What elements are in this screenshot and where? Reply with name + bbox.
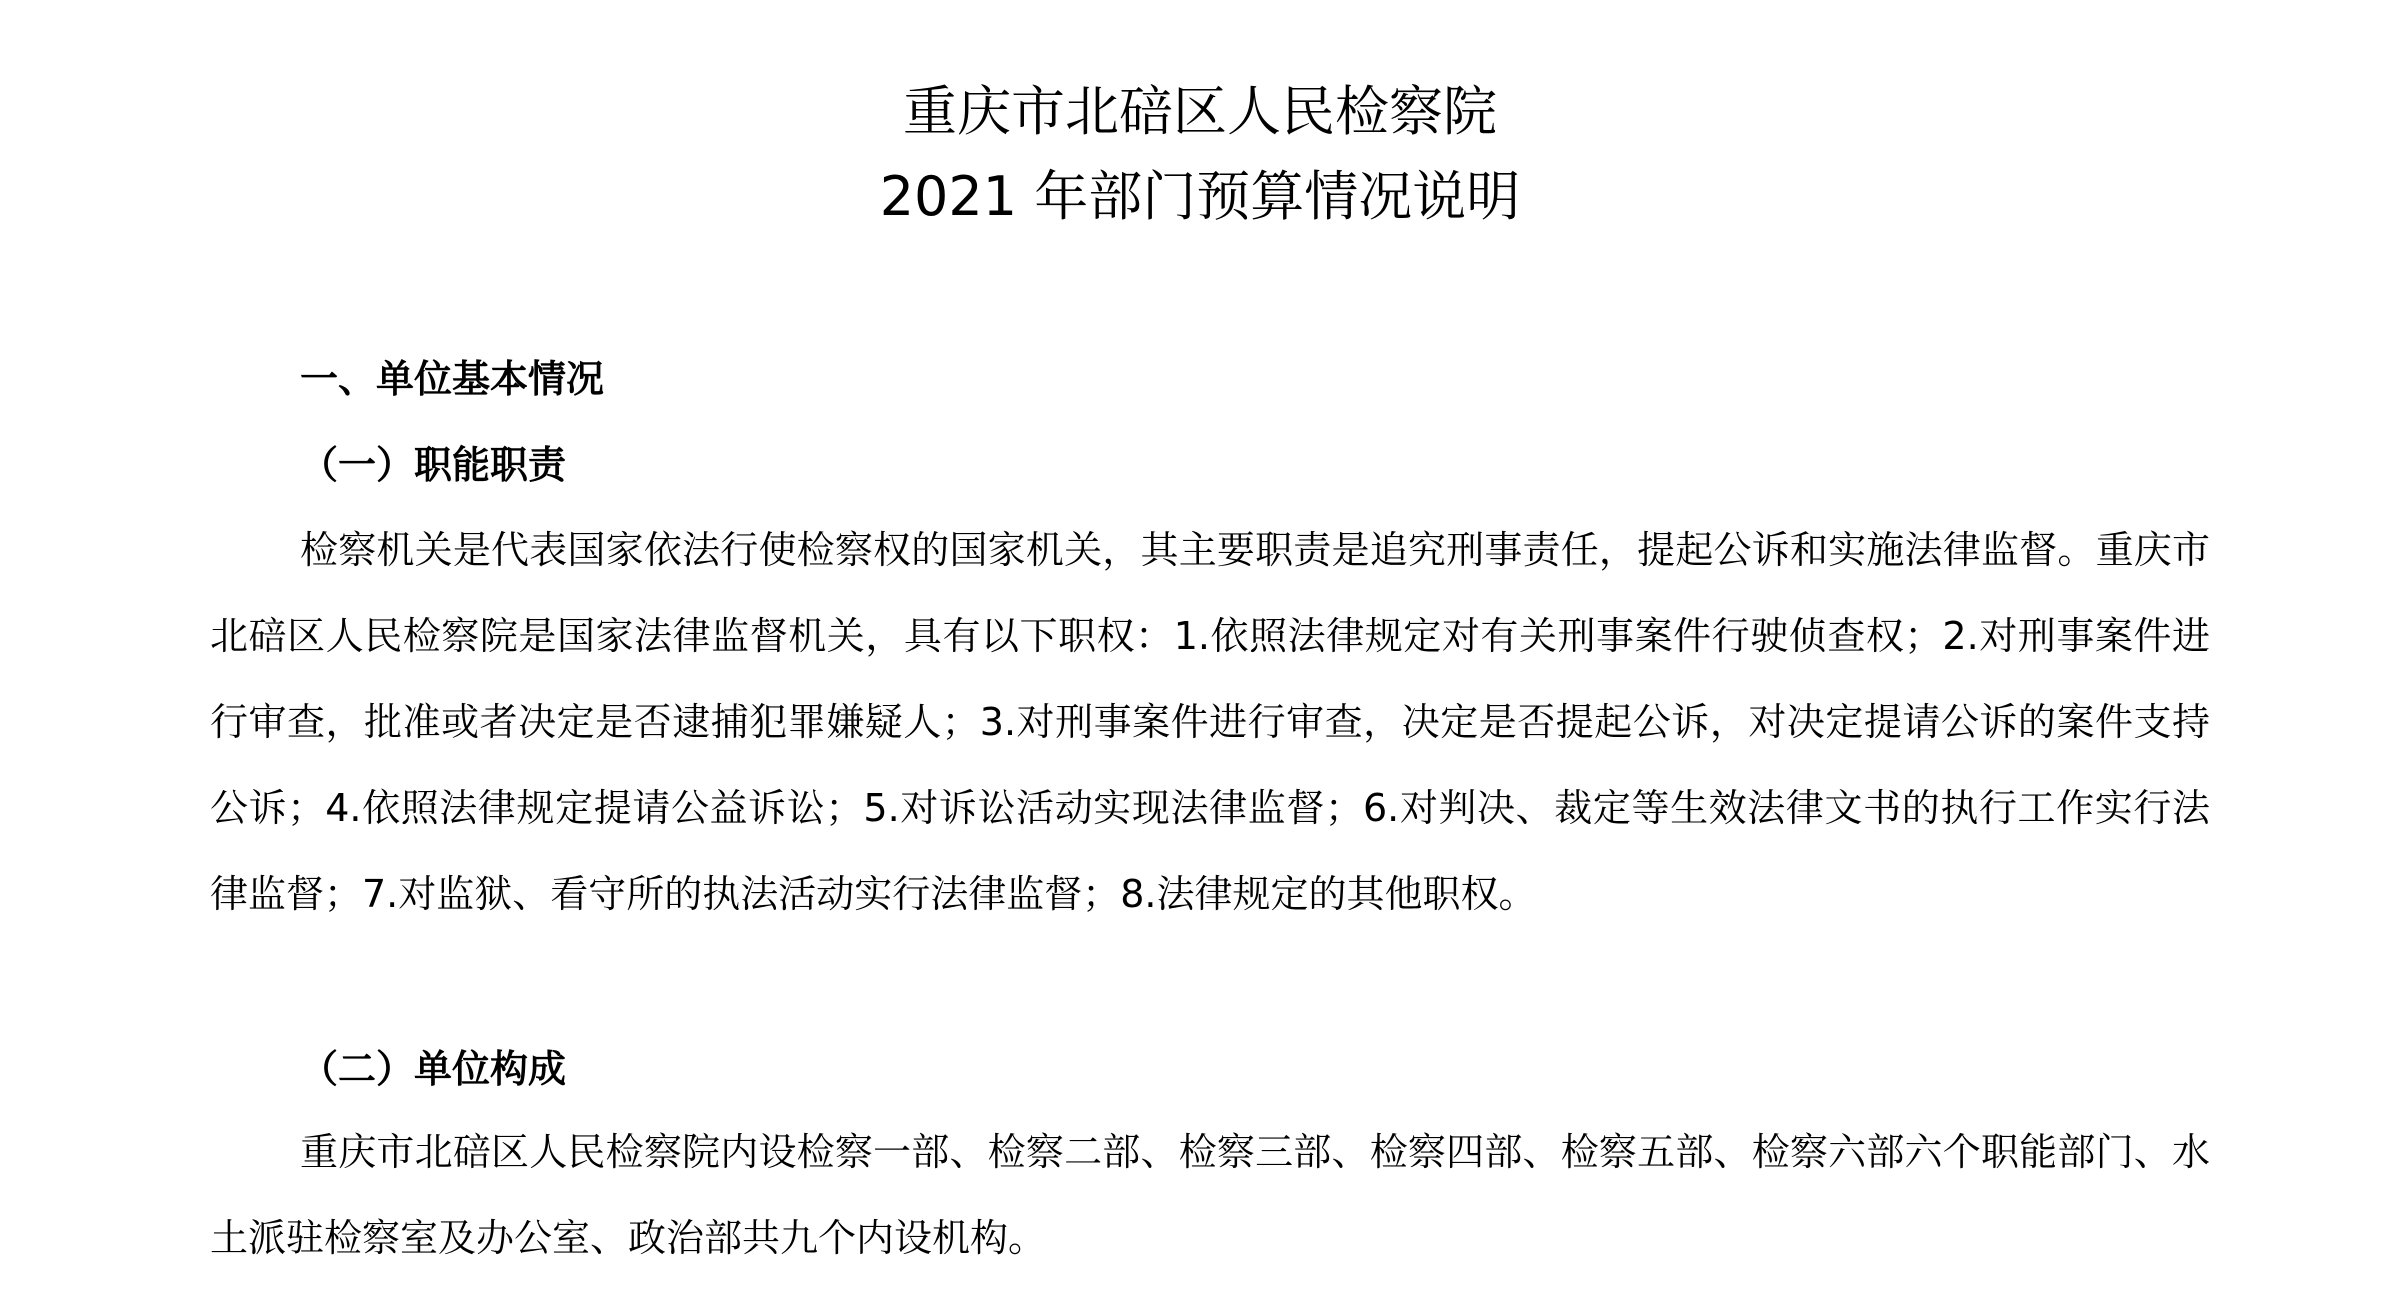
document-title-line1: 重庆市北碚区人民检察院 bbox=[903, 80, 1497, 143]
subsection-heading-structure: （二）单位构成 bbox=[300, 1047, 567, 1091]
paragraph-duties: 检察机关是代表国家依法行使检察权的国家机关，其主要职责是追究刑事责任，提起公诉和实施法律监督。重庆市北碚区人民检察院是国家法律监督机关，具有以下职权：1.依照法律规定对有关刑事案件行驶侦查权；2.对刑事案件进行审查，批准或者决定是否逮捕犯罪嫌疑人；3.对刑事案件进行审查，决定是否提起公诉，对决定提请公诉的案件支持公诉；4.依照法律规定提请公益诉讼；5.对诉讼活动实现法律监督；6.对判决、裁定等生效法律文书的执行工作实行法律监督；7.对监狱、看守所的执法活动实行法律监督；8.法律规定的其他职权。 bbox=[210, 528, 2210, 916]
subsection-heading-duties: （一）职能职责 bbox=[300, 443, 567, 487]
document-title-line2: 2021 年部门预算情况说明 bbox=[879, 165, 1521, 228]
section-heading-basic-info: 一、单位基本情况 bbox=[300, 357, 605, 401]
paragraph-structure: 重庆市北碚区人民检察院内设检察一部、检察二部、检察三部、检察四部、检察五部、检察六部六个职能部门、水土派驻检察室及办公室、政治部共九个内设机构。 bbox=[210, 1130, 2210, 1260]
